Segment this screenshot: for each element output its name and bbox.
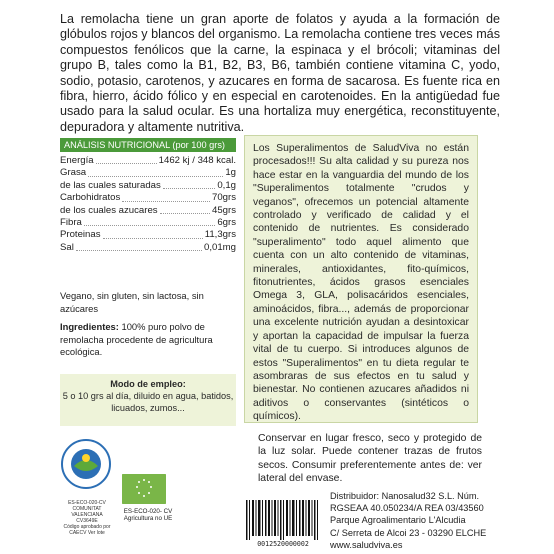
eu-organic-leaf-icon: [122, 474, 166, 504]
usage-text: 5 o 10 grs al día, diluido en agua, batidos, licuados, zumos...: [62, 391, 234, 414]
nutrition-row-proteinas: Proteinas 11,3grs: [60, 229, 236, 241]
usage-title: Modo de empleo:: [110, 379, 186, 389]
storage-instructions: Conservar en lugar fresco, seco y protegido de la luz solar. Puede contener trazas de frutos secos. Consumir preferentemente antes de: ver lateral del envase.: [258, 433, 482, 485]
ingredients-info: Ingredientes: 100% puro polvo de remolacha procedente de agricultura ecológica.: [60, 321, 213, 358]
nutrition-header: ANÁLISIS NUTRICIONAL (por 100 grs): [60, 138, 236, 152]
nutrition-row-sal: Sal 0,01mg: [60, 241, 236, 253]
eu-caption: ES-ECO-020- CV Agricultura no UE: [123, 508, 173, 523]
usage-box: [60, 374, 236, 426]
nutrition-row-grasa: Grasa 1g: [60, 167, 236, 179]
nutrition-row-energia: Energía 1462 kj / 348 kcal.: [60, 155, 236, 166]
company-line1: Distribuidor: Nanosalud32 S.L. Núm.: [330, 491, 480, 501]
barcode-icon: [244, 500, 322, 540]
company-line5: www.saludviva.es: [330, 539, 403, 550]
product-properties: [60, 290, 236, 365]
company-line3: Parque Agroalimentario L'Alcudia: [330, 515, 466, 526]
company-info: [330, 490, 500, 551]
nutrition-table: [60, 138, 236, 254]
diet-info: Vegano, sin gluten, sin lactosa, sin azúcares: [60, 290, 204, 314]
company-line4: C/ Serreta de Alcoi 23 - 03290 ELCHE: [330, 527, 487, 538]
company-line2: RGSEAA 40.050234/A REA 03/43560: [330, 503, 484, 514]
nutrition-row-fibra: Fibra 6grs: [60, 216, 236, 228]
seal-caption: ES-ECO-020-CV COMUNITAT VALENCIANA CV3649E Código aprobado por CAECV Ver lote: [63, 500, 111, 536]
nutrition-row-saturadas: de las cuales saturadas 0,1g: [60, 179, 236, 191]
organic-seal-icon: [60, 436, 112, 500]
barcode-number: 0012520000002: [257, 540, 309, 548]
nutrition-row-carbohidratos: Carbohidratos 70grs: [60, 192, 236, 204]
nutrition-row-azucares: de los cuales azucares 45grs: [60, 204, 236, 216]
intro-paragraph: La remolacha tiene un gran aporte de folatos y ayuda a la formación de glóbulos rojos y blancos del organismo. La remolacha contiene tres veces más compuestos fenólicos que la carne, la espinaca y el brócoli; vitaminas del grupo B, tales como la B1, B2, B3, B6, también contiene vitamina C, yodo, sodio, potasio, carotenos, y azucares en forma de sacarosa. Es fuente rica en fibra, hierro, ácido fólico y en especial en carotenoides. En la antigüedad fue usado para la salud ocular. Es una hortaliza muy energética, reconstituyente, depuradora y altamente nutritiva.: [60, 12, 500, 134]
superfood-info-box: Los Superalimentos de SaludViva no están procesados!!! Su alta calidad y su pureza nos hace estar en la vanguardia del mundo de los "Superalimentos totalmente "crudos y veganos", ofrecemos un potencial altamente controlado y verificado de calidad y el contenido de nutrientes. Es considerado "superalimento" todo aquel alimento que cuenta con un alto contenido de vitaminas, minerales, antioxidantes, fito-químicos, fitonutrientes, ácidos grasos esenciales Omega 3, GLA, polisacáridos esenciales, aminoácidos, fibra..., además de proporcionar una excelente nutrición ayudan a desintoxicar y aportan la capacidad de impulsar la fuerza vital de tu cuerpo. Si introduces algunos de estos "Superalimentos" en tu dieta regular te asombraras de sus efectos en tu salud y bienestar. No contienen azucares añadidos ni aditivos o conservantes (sintéticos o químicos).: [244, 135, 478, 423]
